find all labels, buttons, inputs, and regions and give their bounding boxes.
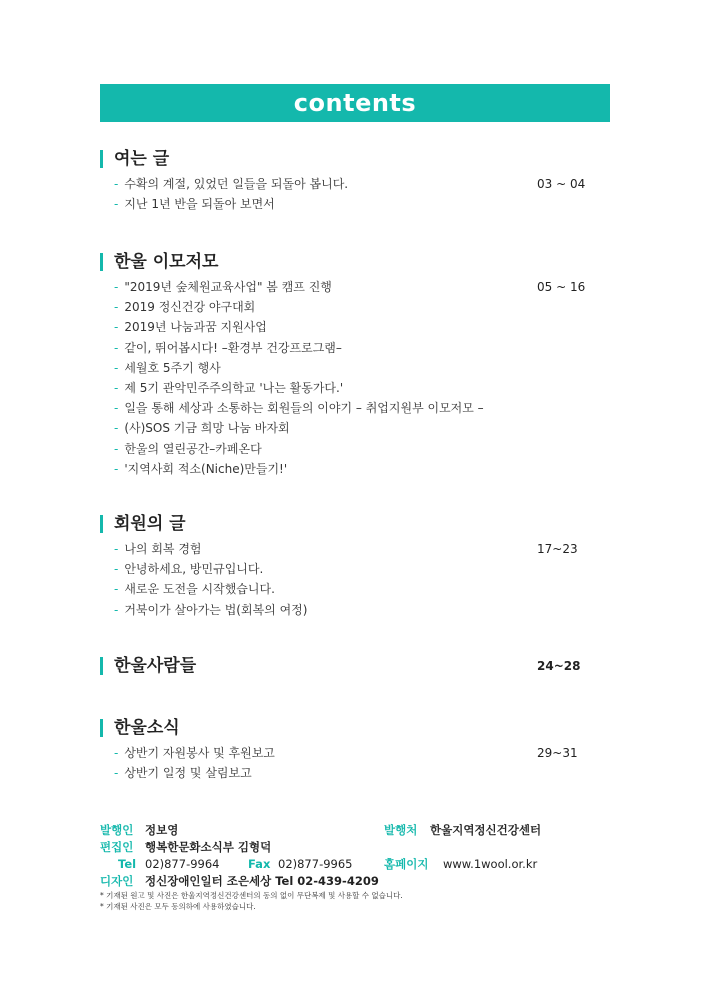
section-bar: [100, 150, 103, 168]
section-bar: [100, 657, 103, 675]
footnote: * 기재된 사진은 모두 동의하에 사용하였습니다.: [100, 902, 256, 911]
section-title: 여는 글: [100, 148, 610, 170]
page-range: 17~23: [537, 542, 578, 556]
section-title: 한울 이모저모: [100, 251, 610, 273]
page-range: 05 ~ 16: [537, 280, 586, 294]
page-range: 24~28: [537, 659, 581, 673]
list-item: - 일을 통해 세상과 소통하는 회원들의 이야기 – 취업지원부 이모저모 –: [114, 401, 484, 416]
list-item: - 수확의 계절, 있었던 일들을 되돌아 봅니다. 03 ~ 04: [100, 174, 610, 194]
section-bar: [100, 253, 103, 271]
list-item: - 같이, 뛰어봅시다! –환경부 건강프로그램–: [114, 340, 342, 355]
colophon-row-publisher: 발행인 정보영 발행처 한울지역정신건강센터: [100, 823, 542, 837]
list-item: - 거북이가 살아가는 법(회복의 여정): [114, 602, 308, 617]
footnotes: [100, 890, 403, 912]
colophon-row-contact: Tel 02)877-9964 Fax 02)877-9965 홈페이지 www.1wool.or.kr: [118, 857, 538, 871]
list-item: - (사)SOS 기금 희망 나눔 바자회: [114, 421, 290, 436]
list-item: - 상반기 자원봉사 및 후원보고 29~31: [100, 743, 610, 763]
list-item: - 제 5기 관악민주주의학교 '나는 활동가다.': [114, 380, 344, 395]
section-news: [100, 717, 610, 783]
section-opening: [100, 148, 610, 214]
list-item: - 지난 1년 반을 되돌아 보면서: [114, 197, 275, 212]
list-item: - 2019 정신건강 야구대회: [114, 300, 256, 315]
section-bar: [100, 719, 103, 737]
section-title: 한울사람들 24~28: [100, 655, 610, 677]
section-bar: [100, 515, 103, 533]
list-item: - 상반기 일정 및 살림보고: [114, 766, 252, 781]
list-item: - 세월호 5주기 행사: [114, 360, 221, 375]
section-title: 회원의 글: [100, 513, 610, 535]
list-item: - 2019년 나눔과꿈 지원사업: [114, 320, 267, 335]
list-item: - 새로운 도전을 시작했습니다.: [114, 582, 275, 597]
section-people: [100, 655, 610, 677]
section-member-writings: [100, 513, 610, 620]
list-item: - 나의 회복 경험 17~23: [100, 539, 610, 559]
list-item: - 안녕하세요, 방민규입니다.: [114, 562, 264, 577]
homepage-link[interactable]: www.1wool.or.kr: [443, 857, 538, 871]
list-item: - "2019년 숲체원교육사업" 봄 캠프 진행 05 ~ 16: [100, 277, 610, 297]
colophon: [100, 822, 570, 890]
page-range: 03 ~ 04: [537, 177, 586, 191]
section-title: 한울소식: [100, 717, 610, 739]
list-item: - '지역사회 적소(Niche)만들기!': [114, 461, 288, 476]
contents-banner: contents: [100, 84, 610, 122]
section-news-roundup: [100, 251, 610, 479]
footnote: * 기재된 원고 및 사진은 한울지역정신건강센터의 동의 없이 무단복제 및 사용할 수 없습니다.: [100, 891, 403, 900]
list-item: - 한울의 열린공간–카페온다: [114, 441, 262, 456]
page-range: 29~31: [537, 746, 578, 760]
colophon-row-editor: 편집인 행복한문화소식부 김형덕: [100, 840, 272, 854]
colophon-row-design: 디자인 정신장애인일터 조은세상 Tel 02-439-4209: [100, 874, 379, 888]
